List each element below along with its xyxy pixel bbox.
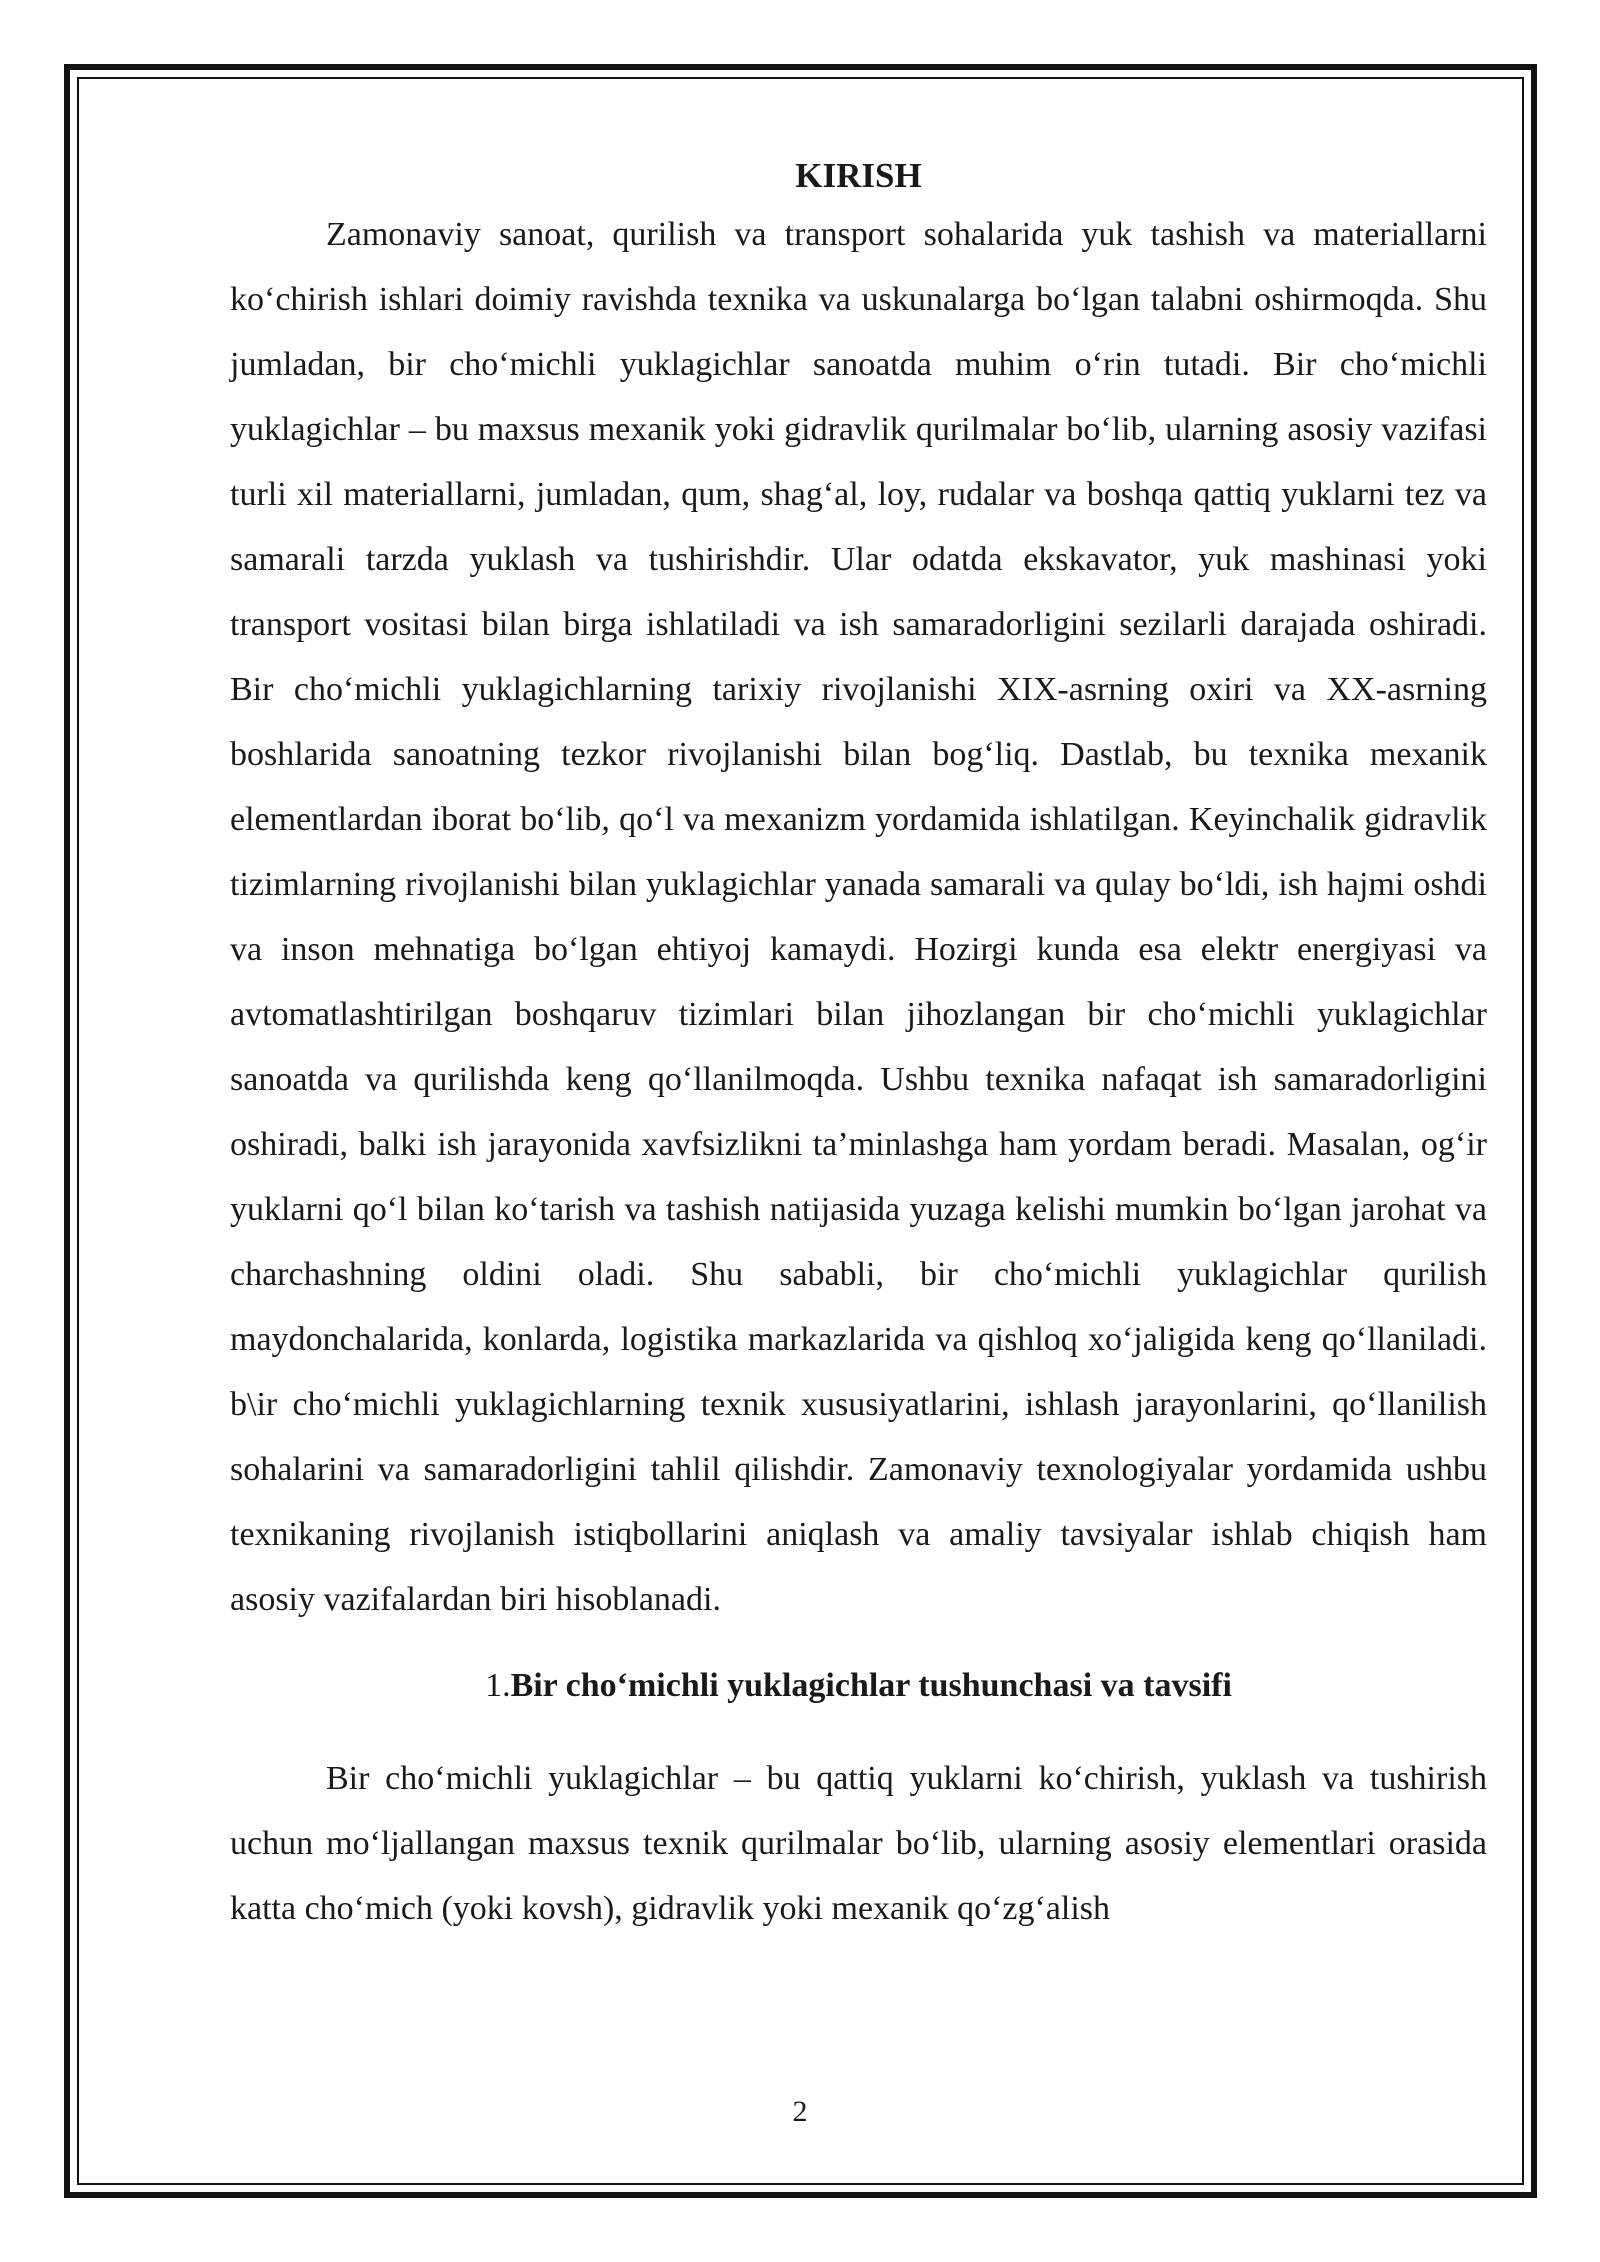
document-body [230,150,1487,1941]
page-heading: KIRISH [795,156,922,195]
intro-paragraph: Zamonaviy sanoat, qurilish va transport sohalarida yuk tashish va materiallarni ko‘chirish ishlari doimiy ravishda texnika va uskunalarga bo‘lgan talabni oshirmoqda. Shu jumladan, bir cho‘michli yuklagichlar sanoatda muhim o‘rin tutadi. Bir cho‘michli yuklagichlar – bu maxsus mexanik yoki gidravlik qurilmalar bo‘lib, ularning asosiy vazifasi turli xil materiallarni, jumladan, qum, shag‘al, loy, rudalar va boshqa qattiq yuklarni tez va samarali tarzda yuklash va tushirishdir. Ular odatda ekskavator, yuk mashinasi yoki transport vositasi bilan birga ishlatiladi va ish samaradorligini sezilarli darajada oshiradi. Bir cho‘michli yuklagichlarning tarixiy rivojlanishi XIX-asrning oxiri va XX-asrning boshlarida sanoatning tezkor rivojlanishi bilan bog‘liq. Dastlab, bu texnika mexanik elementlardan iborat bo‘lib, qo‘l va mexanizm yordamida ishlatilgan. Keyinchalik gidravlik tizimlarning rivojlanishi bilan yuklagichlar yanada samarali va qulay bo‘ldi, ish hajmi oshdi va inson mehnatiga bo‘lgan ehtiyoj kamaydi. Hozirgi kunda esa elektr energiyasi va avtomatlashtirilgan boshqaruv tizimlari bilan jihozlangan bir cho‘michli yuklagichlar sanoatda va qurilishda keng qo‘llanilmoqda. Ushbu texnika nafaqat ish samaradorligini oshiradi, balki ish jarayonida xavfsizlikni ta’minlashga ham yordam beradi. Masalan, og‘ir yuklarni qo‘l bilan ko‘tarish va tashish natijasida yuzaga kelishi mumkin bo‘lgan jarohat va charchashning oldini oladi. Shu sababli, bir cho‘michli yuklagichlar qurilish maydonchalarida, konlarda, logistika markazlarida va qishloq xo‘jaligida keng qo‘llaniladi. b\ir cho‘michli yuklagichlarning texnik xususiyatlarini, ishlash jarayonlarini, qo‘llanilish sohalarini va samaradorligini tahlil qilishdir. Zamonaviy texnologiyalar yordamida ushbu texnikaning rivojlanish istiqbollarini aniqlash va amaliy tavsiyalar ishlab chiqish ham asosiy vazifalardan biri hisoblanadi. [230,216,1487,1618]
page-number: 2 [792,2095,808,2128]
section-number: 1. [485,1667,511,1704]
section-heading [230,1660,1487,1712]
section-title: Bir cho‘michli yuklagichlar tushunchasi va tavsifi [510,1667,1232,1704]
section-paragraph: Bir cho‘michli yuklagichlar – bu qattiq yuklarni ko‘chirish, yuklash va tushirish uchun mo‘ljallangan maxsus texnik qurilmalar bo‘lib, ularning asosiy elementlari orasida katta cho‘mich (yoki kovsh), gidravlik yoki mexanik qo‘zg‘alish [230,1760,1487,1927]
